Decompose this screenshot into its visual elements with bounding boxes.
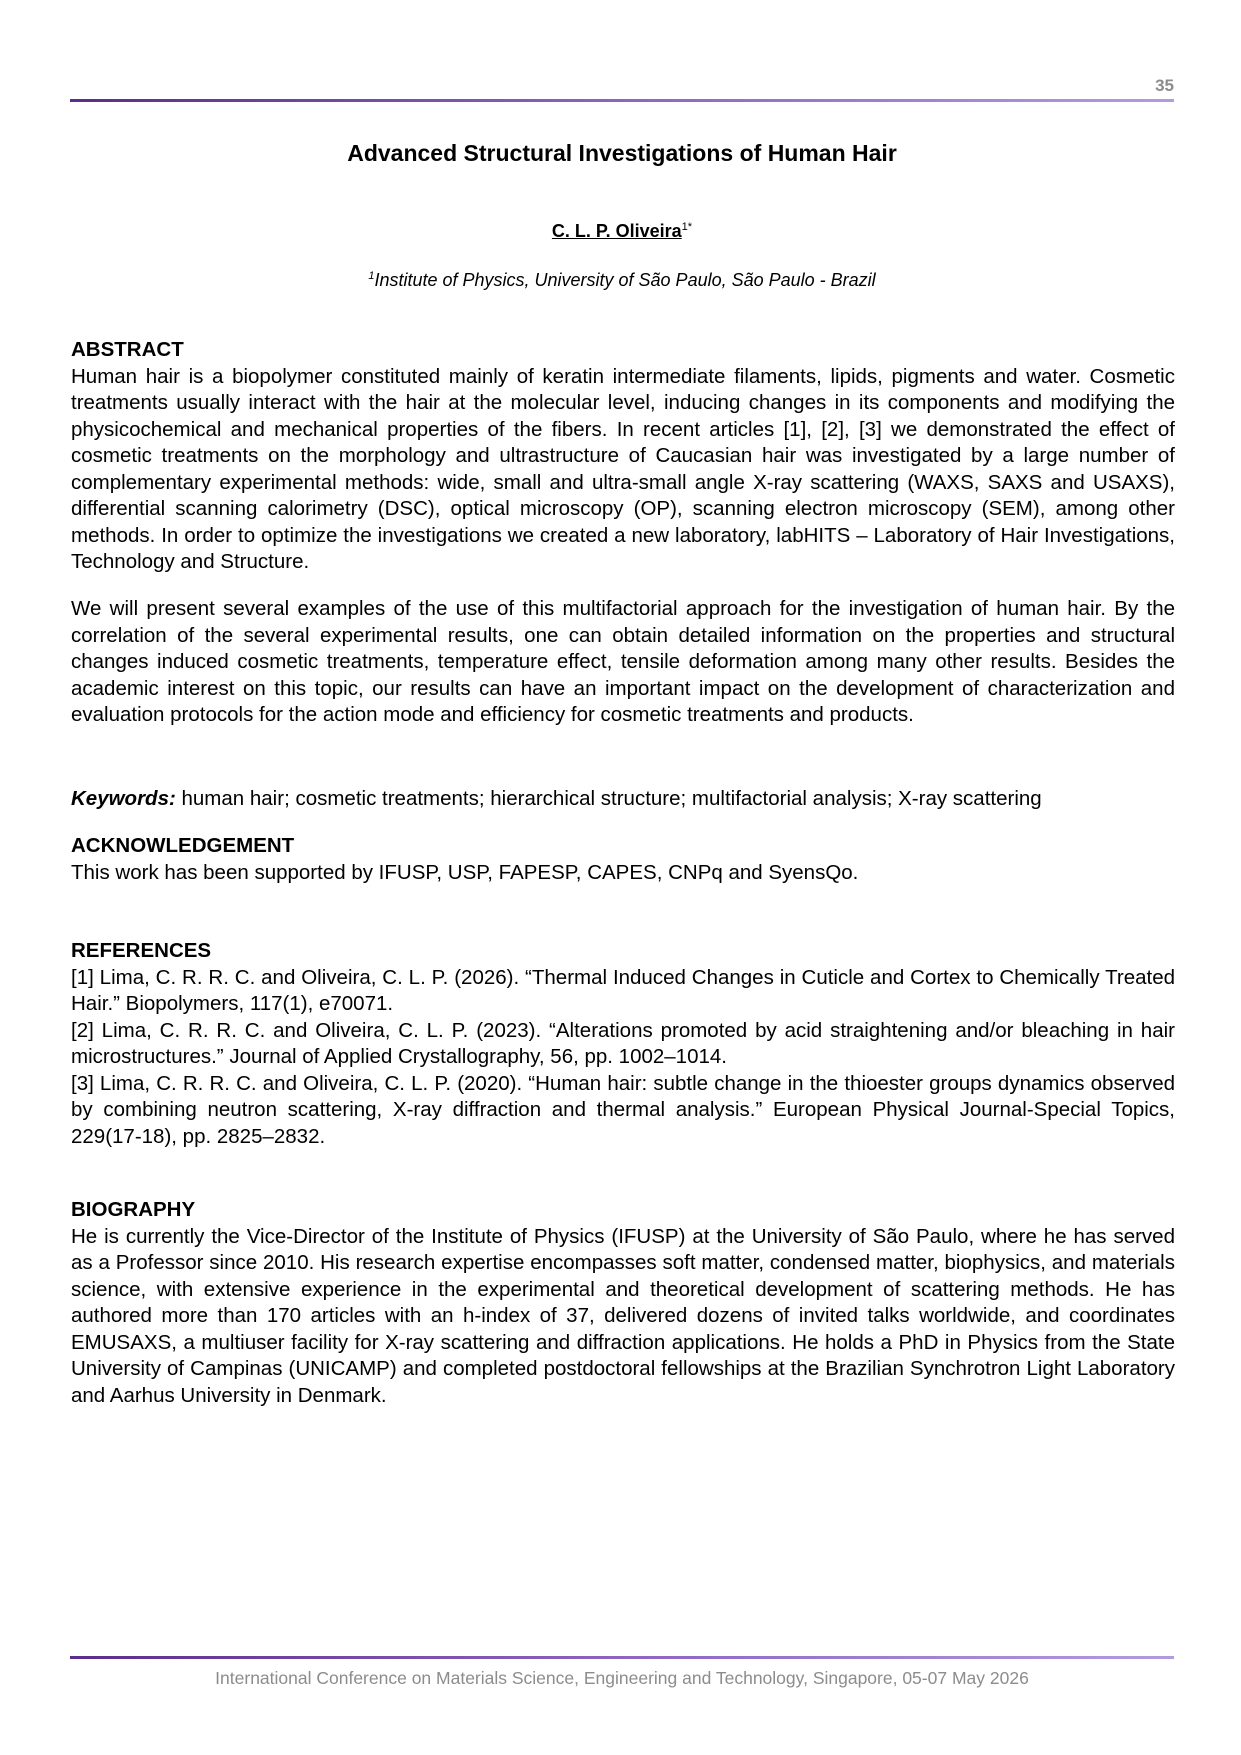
reference-1: [1] Lima, C. R. R. C. and Oliveira, C. L. P. (2026). “Thermal Induced Changes in Cuticle and Cortex to Chemically Treated Hair.” Biopolymers, 117(1), e70071.: [71, 965, 1175, 1015]
biography-text: He is currently the Vice-Director of the Institute of Physics (IFUSP) at the University of São Paulo, where he has served as a Professor since 2010. His research expertise encompasses soft matter, condensed matter, biophysics, and materials science, with extensive experience in the experimental and theoretical development of scattering methods. He has authored more than 170 articles with an h-index of 37, delivered dozens of invited talks worldwide, and coordinates EMUSAXS, a multiuser facility for X-ray scattering and diffraction applications. He holds a PhD in Physics from the State University of Campinas (UNICAMP) and completed postdoctoral fellowships at the Brazilian Synchrotron Light Laboratory and Aarhus University in Denmark.: [71, 1224, 1175, 1407]
affiliation-text: Institute of Physics, University of São Paulo, São Paulo - Brazil: [374, 270, 876, 290]
abstract-heading: ABSTRACT: [71, 338, 184, 361]
abstract-section: [71, 337, 1175, 576]
references-heading: REFERENCES: [71, 939, 212, 962]
acknowledgement-text: This work has been supported by IFUSP, USP, FAPESP, CAPES, CNPq and SyensQo.: [71, 860, 859, 884]
page-number: 35: [1155, 76, 1174, 95]
biography-section: [71, 1197, 1175, 1409]
footer-divider: [70, 1656, 1174, 1659]
header-divider: [70, 99, 1174, 102]
author-marker: 1*: [681, 221, 693, 233]
biography-heading: BIOGRAPHY: [71, 1198, 196, 1221]
reference-3: [3] Lima, C. R. R. C. and Oliveira, C. L. P. (2020). “Human hair: subtle change in the thioester groups dynamics observed by combining neutron scattering, X-ray diffraction and thermal analysis.” European Physical Journal-Special Topics, 229(17-18), pp. 2825–2832.: [71, 1071, 1175, 1148]
acknowledgement-heading: ACKNOWLEDGEMENT: [71, 834, 295, 857]
references-section: [71, 938, 1175, 1150]
paper-title: Advanced Structural Investigations of Human Hair: [347, 140, 897, 166]
reference-2: [2] Lima, C. R. R. C. and Oliveira, C. L. P. (2023). “Alterations promoted by acid straightening and/or bleaching in hair microstructures.” Journal of Applied Crystallography, 56, pp. 1002–1014.: [71, 1018, 1175, 1068]
abstract-paragraph-2: We will present several examples of the use of this multifactorial approach for the investigation of human hair. By the correlation of the several experimental results, one can obtain detailed information on the properties and structural changes induced cosmetic treatments, temperature effect, tensile deformation among many other results. Besides the academic interest on this topic, our results can have an important impact on the development of characterization and evaluation protocols for the action mode and efficiency for cosmetic treatments and products.: [71, 597, 1175, 726]
affiliation-line: [70, 270, 1174, 291]
keywords-text: human hair; cosmetic treatments; hierarchical structure; multifactorial analysis; X-ray scattering: [175, 787, 1042, 810]
footer-text: International Conference on Materials Science, Engineering and Technology, Singapore, 05-07 May 2026: [215, 1668, 1029, 1688]
abstract-paragraph-1: Human hair is a biopolymer constituted mainly of keratin intermediate filaments, lipids, pigments and water. Cosmetic treatments usually interact with the hair at the molecular level, inducing changes in its components and modifying the physicochemical and mechanical properties of the fibers. In recent articles [1], [2], [3] we demonstrated the effect of cosmetic treatments on the morphology and ultrastructure of Caucasian hair was investigated by a large number of complementary experimental methods: wide, small and ultra-small angle X-ray scattering (WAXS, SAXS and USAXS), differential scanning calorimetry (DSC), optical microscopy (OP), scanning electron microscopy (SEM), among other methods. In order to optimize the investigations we created a new laboratory, labHITS – Laboratory of Hair Investigations, Technology and Structure.: [71, 364, 1175, 573]
keywords-line: [71, 786, 1175, 813]
affiliation-marker: 1: [368, 270, 375, 282]
abstract-paragraph-2-block: [71, 596, 1175, 729]
author-name: C. L. P. Oliveira: [551, 221, 682, 241]
author-line: [70, 221, 1174, 242]
acknowledgement-section: [71, 833, 1175, 886]
keywords-label: Keywords:: [71, 787, 176, 810]
